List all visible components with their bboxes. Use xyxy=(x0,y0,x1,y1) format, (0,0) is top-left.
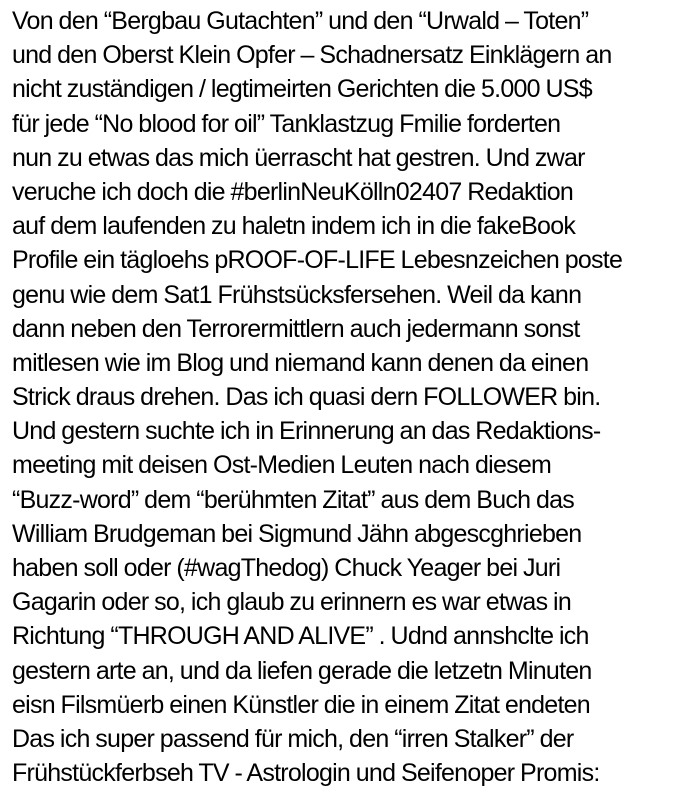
text-line-22: Das ich super passend für mich, den “irren Stalker” der xyxy=(12,724,574,753)
text-line-16: William Brudgeman bei Sigmund Jähn abgescghrieben xyxy=(12,519,582,548)
text-line-6: veruche ich doch die #berlinNeuKölln02407 Redaktion xyxy=(12,177,574,206)
text-line-20: gestern arte an, und da liefen gerade die letzetn Minuten xyxy=(12,656,592,685)
text-line-2: und den Oberst Klein Opfer – Schadnersatz Einklägern an xyxy=(12,41,612,70)
text-line-7: auf dem laufenden zu haletn indem ich in die fakeBook xyxy=(12,212,576,241)
text-line-19: Richtung “THROUGH AND ALIVE” . Udnd annshclte ich xyxy=(12,622,589,651)
text-line-15: “Buzz-word” dem “berühmten Zitat” aus dem Buch das xyxy=(12,485,575,514)
text-line-13: Und gestern suchte ich in Erinnerung an das Redaktions- xyxy=(12,417,601,446)
text-line-21: eisn Filsmüerb einen Künstler die in einem Zitat endeten xyxy=(12,690,590,719)
text-line-8: Profile ein tägloehs pROOF-OF-LIFE Lebesnzeichen poste xyxy=(12,246,623,275)
text-line-11: mitlesen wie im Blog und niemand kann denen da einen xyxy=(12,348,589,377)
text-line-5: nun zu etwas das mich üerrascht hat gestren. Und zwar xyxy=(12,143,585,172)
text-line-9: genu wie dem Sat1 Frühstsücksfersehen. Weil da kann xyxy=(12,280,582,309)
text-line-18: Gagarin oder so, ich glaub zu erinnern es war etwas in xyxy=(12,588,571,617)
text-line-23: Frühstückferbseh TV - Astrologin und Seifenoper Promis: xyxy=(12,759,600,788)
body-text xyxy=(12,4,684,790)
text-line-10: dann neben den Terrorermittlern auch jedermann sonst xyxy=(12,314,580,343)
text-line-12: Strick draus drehen. Das ich quasi dern FOLLOWER bin. xyxy=(12,383,601,412)
text-line-17: haben soll oder (#wagThedog) Chuck Yeager bei Juri xyxy=(12,554,561,582)
text-line-1: Von den “Bergbau Gutachten” und den “Urwald – Toten” xyxy=(12,7,589,35)
text-line-3: nicht zuständigen / legtimeirten Gerichten die 5.000 US$ xyxy=(12,75,592,104)
text-line-4: für jede “No blood for oil” Tanklastzug Fmilie forderten xyxy=(12,109,561,138)
text-line-14: meeting mit deisen Ost-Medien Leuten nach diesem xyxy=(12,451,552,480)
